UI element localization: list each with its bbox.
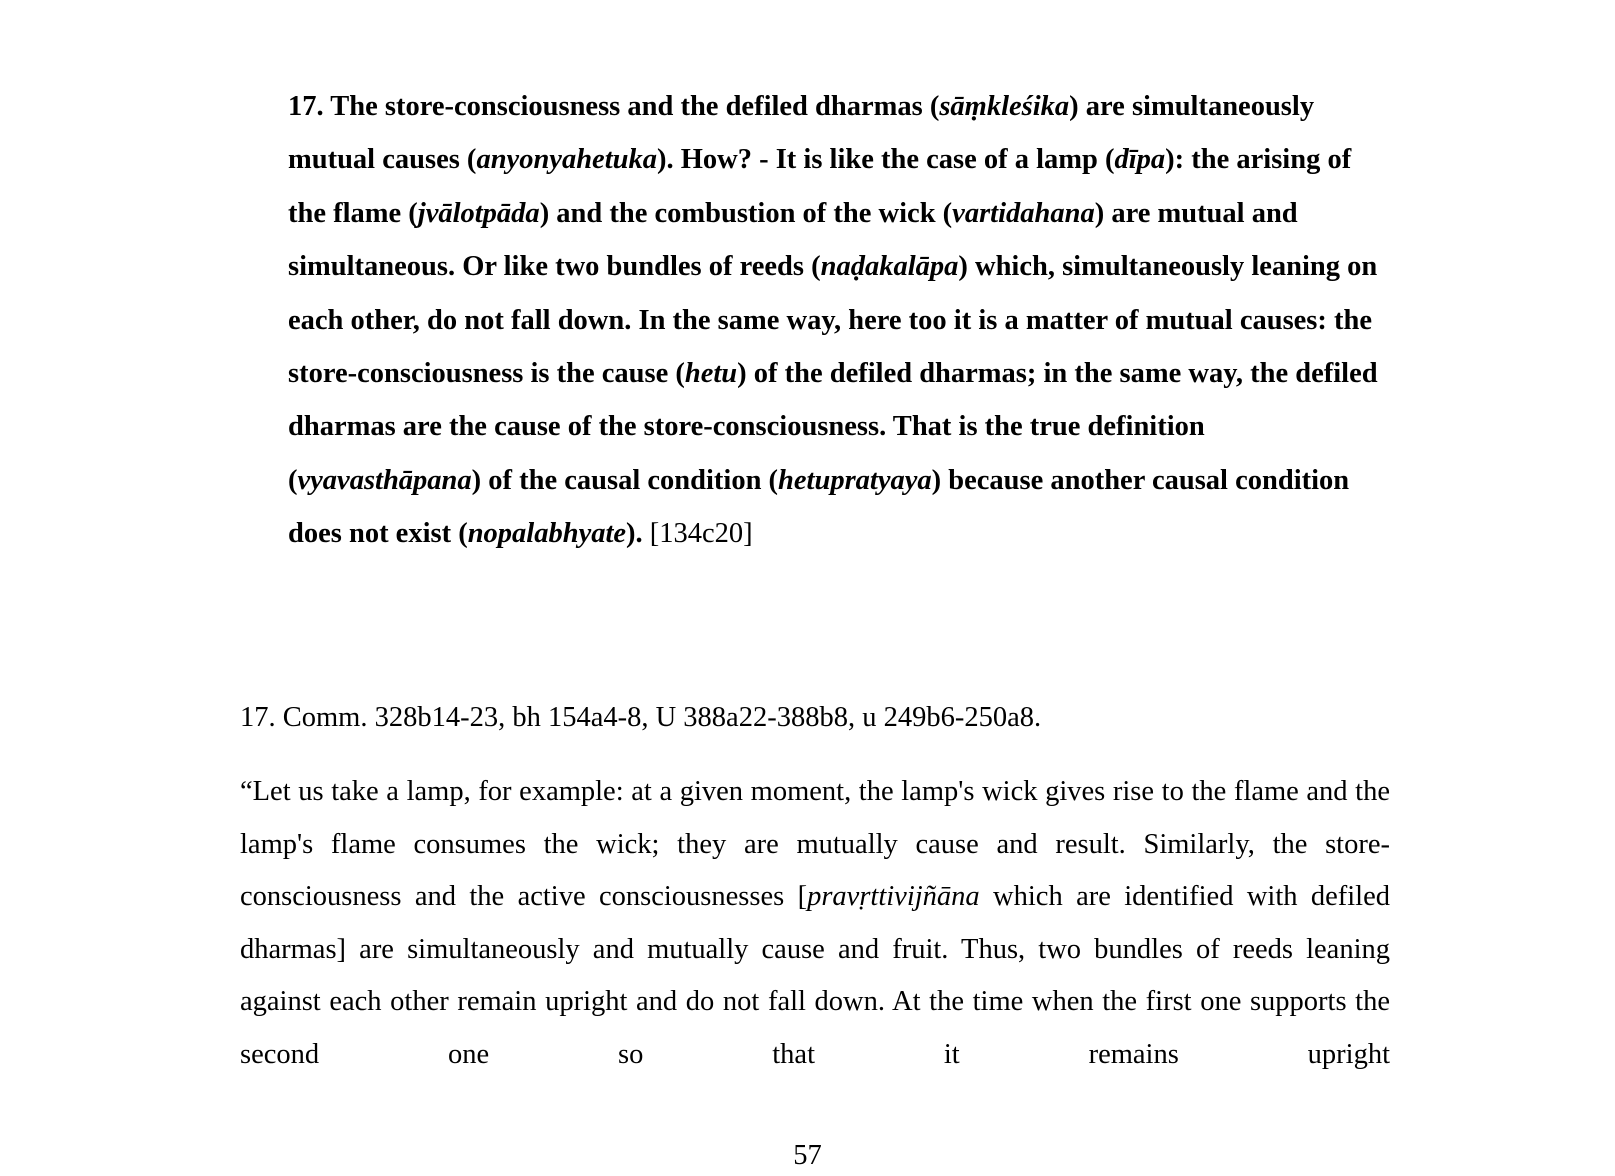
verse-sanskrit-term: nopalabhyate: [467, 518, 627, 550]
verse-17: [288, 80, 1388, 561]
commentary-paragraph: [240, 766, 1390, 1081]
verse-text-segment: ): the arising of the flame (: [288, 144, 1352, 229]
verse-sanskrit-term: hetupratyaya: [778, 464, 932, 496]
verse-sanskrit-term: jvālotpāda: [417, 197, 540, 229]
verse-text-segment: ) are simultaneously mutual causes (: [288, 91, 1315, 176]
verse-sanskrit-term: naḍakalāpa: [820, 251, 959, 283]
verse-text-segment: ) of the defiled dharmas; in the same way, the defiled dharmas are the cause of the store-consciousness. That is the true definition (: [288, 358, 1378, 496]
verse-text: [288, 91, 1378, 549]
commentary-sanskrit-term: pravṛttivijñāna: [807, 881, 980, 912]
verse-text-segment: ). How? - It is like the case of a lamp (: [656, 144, 1115, 176]
verse-text-segment: ).: [626, 518, 643, 550]
verse-sanskrit-term: anyonyahetuka: [476, 144, 657, 176]
page-number: 57: [793, 1140, 822, 1171]
verse-text-segment: 17. The store-consciousness and the defiled dharmas (: [288, 91, 940, 122]
verse-text-segment: ) are mutual and simultaneous. Or like two bundles of reeds (: [288, 197, 1298, 283]
verse-reference: [134c20]: [649, 518, 753, 550]
verse-sanskrit-term: vyavasthāpana: [297, 464, 472, 496]
verse-text-segment: ) and the combustion of the wick (: [539, 197, 953, 229]
verse-text-segment: ) of the causal condition (: [471, 464, 779, 496]
verse-text-segment: ) because another causal condition does not exist (: [288, 464, 1350, 550]
verse-sanskrit-term: sāṃkleśika: [939, 91, 1070, 122]
verse-sanskrit-term: vartidahana: [952, 197, 1095, 229]
commentary-reference: 17. Comm. 328b14-23, bh 154a4-8, U 388a22-388b8, u 249b6-250a8.: [240, 702, 1042, 733]
verse-sanskrit-term: dīpa: [1114, 144, 1166, 176]
verse-text-segment: ) which, simultaneously leaning on each other, do not fall down. In the same way, here too it is a matter of mutual causes: the store-consciousness is the cause (: [288, 251, 1378, 390]
commentary-text-before: “Let us take a lamp, for example: at a given moment, the lamp's wick gives rise to the flame and the lamp's flame consumes the wick; they are mutually cause and result. Similarly, the store-consciousness and the active consciousnesses [: [240, 776, 1390, 912]
verse-sanskrit-term: hetu: [684, 358, 738, 390]
commentary-text-after: which are identified with defiled dharmas] are simultaneously and mutually cause and fruit. Thus, two bundles of reeds leaning against each other remain upright and do not fall down. At the time when the first one supports the second one so that it remains upright: [240, 881, 1391, 1070]
